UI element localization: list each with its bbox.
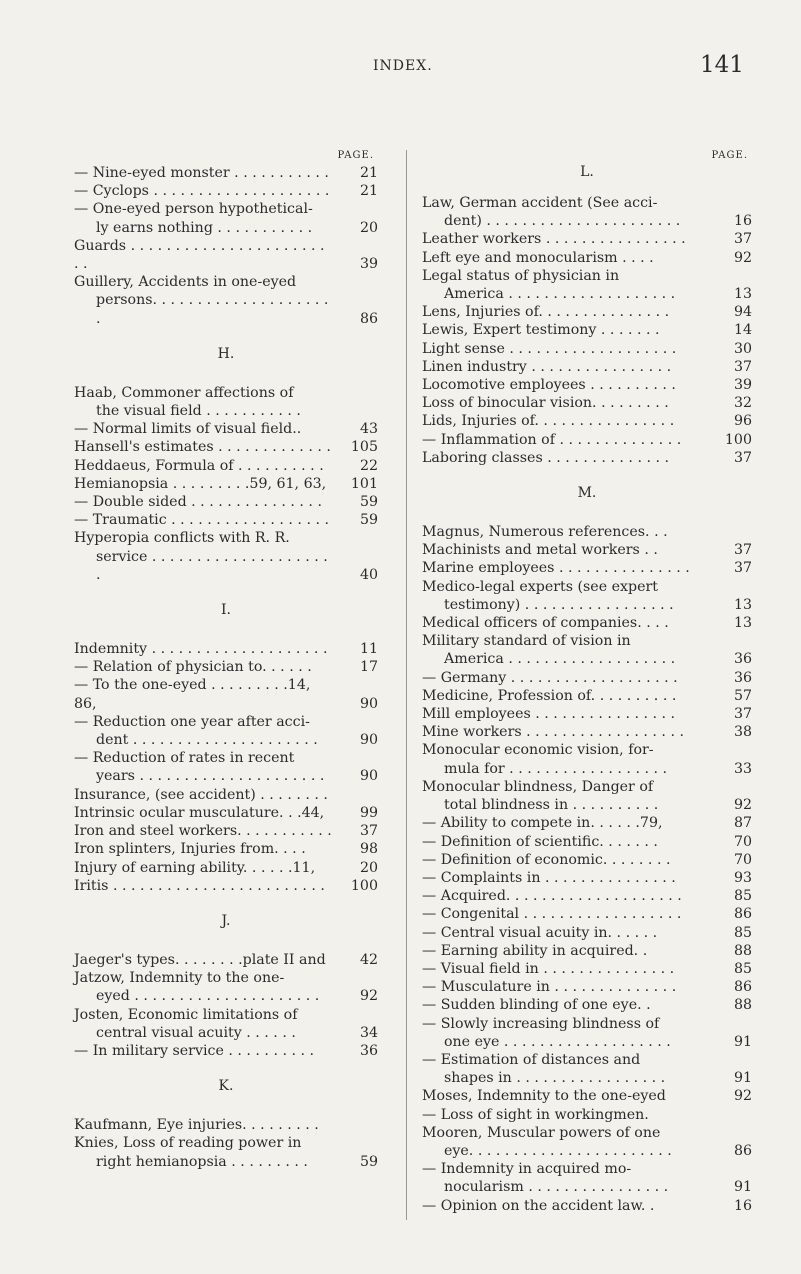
entry-page-ref: 100 [722, 431, 752, 449]
entry-text: Intrinsic ocular musculature. . .44, [74, 804, 325, 821]
entry-text: Lewis, Expert testimony . . . . . . . [422, 322, 660, 339]
index-entry [74, 804, 378, 822]
entry-text: Iron and steel workers. . . . . . . . . . . [74, 823, 332, 840]
entry-text: — In military service . . . . . . . . . . [74, 1042, 315, 1059]
entry-text: — Complaints in . . . . . . . . . . . . . . . [422, 869, 676, 886]
entry-text: — Nine-eyed monster . . . . . . . . . . . [74, 165, 329, 181]
column-divider [406, 150, 407, 1220]
entry-text: — Reduction one year after acci- [74, 713, 310, 730]
index-entry [74, 200, 378, 236]
entry-text: Machinists and metal workers . . [422, 542, 658, 559]
entry-page-ref: 94 [731, 303, 752, 321]
index-entry [422, 541, 752, 559]
entry-text: Mill employees . . . . . . . . . . . . . . . . [422, 706, 676, 723]
section-letter: K. [218, 1078, 234, 1095]
entry-text: nocularism . . . . . . . . . . . . . . . . [444, 1179, 669, 1196]
index-entry [422, 924, 752, 942]
entry-page-ref: 105 [348, 438, 378, 456]
page-column-label: PAGE. [337, 150, 374, 161]
index-entry [422, 869, 752, 887]
entry-page-ref: 14 [731, 321, 752, 339]
index-section [74, 584, 378, 895]
entry-text: dent . . . . . . . . . . . . . . . . . . . . . [96, 732, 318, 749]
index-entry [74, 1006, 378, 1042]
entry-page-ref: 33 [731, 760, 752, 778]
entry-text: Magnus, Numerous references. . . [422, 524, 668, 541]
entry-text: — Cyclops . . . . . . . . . . . . . . . . . . . . [74, 183, 330, 200]
entry-text: Medicine, Profession of. . . . . . . . . . [422, 687, 677, 704]
index-entry [422, 814, 752, 832]
entry-text: Josten, Economic limitations of [74, 1006, 298, 1023]
entry-text: one eye . . . . . . . . . . . . . . . . . . . [444, 1033, 671, 1050]
entry-text: total blindness in . . . . . . . . . . [444, 797, 659, 814]
entry-text: — Ability to compete in. . . . . .79, [422, 815, 663, 832]
index-entry [422, 1087, 752, 1105]
entry-page-ref: 91 [731, 1069, 752, 1087]
index-entry [74, 511, 378, 529]
entry-page-ref: 70 [731, 833, 752, 851]
index-entry [422, 687, 752, 705]
index-entry [74, 786, 378, 804]
entry-page-ref: 90 [357, 731, 378, 749]
entry-text: Monocular economic vision, for- [422, 742, 654, 759]
index-entry [422, 230, 752, 248]
entry-page-ref: 59 [357, 511, 378, 529]
entry-page-ref: 11 [357, 640, 378, 658]
index-entry [422, 358, 752, 376]
index-entry [422, 996, 752, 1014]
entry-page-ref: 100 [348, 877, 378, 895]
index-entry [422, 303, 752, 321]
entry-page-ref: 34 [357, 1024, 378, 1042]
entry-page-ref: 91 [731, 1033, 752, 1051]
index-entry [74, 658, 378, 676]
entry-text: Indemnity . . . . . . . . . . . . . . . . . . . . [74, 641, 328, 658]
entry-page-ref: 36 [357, 1042, 378, 1060]
entry-text: right hemianopsia . . . . . . . . . [96, 1153, 308, 1170]
entry-text: — Definition of economic. . . . . . . . [422, 851, 671, 868]
index-entry [74, 237, 378, 273]
entry-page-ref: 85 [731, 887, 752, 905]
index-entry [74, 1042, 378, 1060]
entry-page-ref: 43 [357, 420, 378, 438]
index-section [422, 467, 752, 1215]
entry-text: shapes in . . . . . . . . . . . . . . . . . [444, 1070, 666, 1087]
entry-text: years . . . . . . . . . . . . . . . . . . . . . [96, 768, 325, 785]
entry-page-ref: 37 [731, 705, 752, 723]
entry-text: the visual field . . . . . . . . . . . [96, 403, 301, 420]
index-entry [422, 632, 752, 668]
entry-page-ref: 39 [731, 376, 752, 394]
index-entry [422, 194, 752, 230]
index-entry [422, 887, 752, 905]
index-column-right [422, 150, 752, 1215]
index-entry [74, 384, 378, 420]
entry-text: eyed . . . . . . . . . . . . . . . . . . . . . [96, 988, 320, 1005]
entry-page-ref: 42 [357, 951, 378, 969]
entry-text: Hansell's estimates . . . . . . . . . . . . . [74, 439, 331, 456]
index-section [74, 328, 378, 584]
index-entry [422, 1197, 752, 1215]
entry-page-ref: 98 [357, 840, 378, 858]
entry-page-ref: 36 [731, 669, 752, 687]
entry-page-ref: 32 [731, 394, 752, 412]
index-entry [422, 978, 752, 996]
entry-page-ref: 59 [357, 493, 378, 511]
entry-text: America . . . . . . . . . . . . . . . . . . . [444, 286, 676, 303]
index-entry [422, 321, 752, 339]
index-entry [74, 951, 378, 969]
entry-text: Iritis . . . . . . . . . . . . . . . . . . . . . . . . [74, 877, 325, 894]
entry-page-ref: 38 [731, 723, 752, 741]
entry-text: — Relation of physician to. . . . . . [74, 659, 312, 676]
entry-text: — Acquired. . . . . . . . . . . . . . . . . . . . [422, 888, 682, 905]
index-entry [422, 1015, 752, 1051]
entry-text: persons. . . . . . . . . . . . . . . . . . . . . [96, 292, 329, 327]
entry-text: Jatzow, Indemnity to the one- [74, 970, 285, 987]
entry-text: — Indemnity in acquired mo- [422, 1161, 632, 1178]
entry-page-ref: 37 [357, 822, 378, 840]
index-entry [422, 851, 752, 869]
index-entry [422, 960, 752, 978]
entry-page-ref: 86 [357, 310, 378, 328]
page-header [0, 52, 801, 98]
section-letter: H. [217, 345, 235, 362]
index-entry [74, 420, 378, 438]
entry-text: eye. . . . . . . . . . . . . . . . . . . . . . . [444, 1142, 672, 1159]
entry-page-ref: 16 [731, 212, 752, 230]
entry-page-ref: 37 [731, 230, 752, 248]
entry-page-ref: 13 [731, 285, 752, 303]
index-entry [422, 394, 752, 412]
entry-text: Loss of binocular vision. . . . . . . . . [422, 395, 669, 412]
index-entry [422, 723, 752, 741]
entry-text: — One-eyed person hypothetical- [74, 201, 313, 218]
index-entry [74, 273, 378, 328]
index-entry [74, 182, 378, 200]
index-entry [422, 267, 752, 303]
index-entry [422, 705, 752, 723]
entry-text: — Sudden blinding of one eye. . [422, 997, 651, 1014]
entry-text: Legal status of physician in [422, 267, 620, 284]
index-entry [74, 822, 378, 840]
index-entry [422, 376, 752, 394]
index-entry [74, 749, 378, 785]
index-entry [422, 669, 752, 687]
entry-text: — Musculature in . . . . . . . . . . . . . . [422, 979, 677, 996]
entry-page-ref: 37 [731, 559, 752, 577]
entry-page-ref: 17 [357, 658, 378, 676]
index-entry [422, 778, 752, 814]
entry-page-ref: 85 [731, 924, 752, 942]
index-entry [422, 741, 752, 777]
section-letter: M. [577, 485, 597, 502]
index-entry [422, 578, 752, 614]
index-section [422, 164, 752, 467]
entry-text: Lens, Injuries of. . . . . . . . . . . . . . . [422, 304, 670, 321]
index-entry [422, 1051, 752, 1087]
index-entry [422, 614, 752, 632]
entry-text: Military standard of vision in [422, 633, 631, 650]
entry-text: Heddaeus, Formula of . . . . . . . . . . [74, 457, 324, 474]
entry-page-ref: 86 [731, 905, 752, 923]
entry-text: ly earns nothing . . . . . . . . . . . [96, 219, 313, 236]
entry-page-ref: 88 [731, 996, 752, 1014]
entry-text: Knies, Loss of reading power in [74, 1135, 302, 1152]
entry-text: Lids, Injuries of. . . . . . . . . . . . . . . . [422, 413, 675, 430]
section-letter: I. [221, 602, 231, 619]
entry-text: — Slowly increasing blindness of [422, 1015, 660, 1032]
entry-text: — Double sided . . . . . . . . . . . . . . . [74, 494, 322, 511]
entry-text: Light sense . . . . . . . . . . . . . . . . . . . [422, 340, 677, 357]
entry-page-ref: 85 [731, 960, 752, 978]
entry-page-ref: 86 [731, 1142, 752, 1160]
entry-page-ref: 39 [357, 255, 378, 273]
entry-text: — Definition of scientific. . . . . . . [422, 833, 658, 850]
index-entry [422, 412, 752, 430]
entry-text: Hemianopsia . . . . . . . . .59, 61, 63, [74, 475, 327, 492]
index-entry [74, 1134, 378, 1170]
entry-page-ref: 96 [731, 412, 752, 430]
entry-page-ref: 86 [731, 978, 752, 996]
index-entry [74, 713, 378, 749]
entry-page-ref: 16 [731, 1197, 752, 1215]
entry-text: Locomotive employees . . . . . . . . . . [422, 377, 676, 394]
index-entry [74, 493, 378, 511]
index-entry [74, 438, 378, 456]
entry-page-ref: 21 [357, 182, 378, 200]
index-entry [422, 340, 752, 358]
entry-text: Left eye and monocularism . . . . [422, 249, 654, 266]
entry-text: — Visual field in . . . . . . . . . . . . . . . [422, 960, 675, 977]
index-entry [422, 523, 752, 541]
entry-page-ref: 37 [731, 358, 752, 376]
entry-page-ref: 92 [731, 1087, 752, 1105]
index-entry [422, 1106, 752, 1124]
entry-text: Mine workers . . . . . . . . . . . . . . . . . . [422, 724, 684, 741]
index-entry [74, 969, 378, 1005]
index-section [74, 895, 378, 1060]
entry-text: mula for . . . . . . . . . . . . . . . . . . [444, 760, 668, 777]
entry-text: — Opinion on the accident law. . [422, 1197, 655, 1214]
entry-text: Medical officers of companies. . . . [422, 615, 669, 632]
index-entry [74, 164, 378, 182]
page-number: 141 [700, 52, 744, 78]
index-entry [74, 859, 378, 877]
index-entry [422, 249, 752, 267]
entry-page-ref: 20 [357, 859, 378, 877]
index-entry [422, 559, 752, 577]
entry-page-ref: 91 [731, 1178, 752, 1196]
entry-page-ref: 36 [731, 650, 752, 668]
entry-page-ref: 13 [731, 614, 752, 632]
index-entry [422, 449, 752, 467]
entry-page-ref: 92 [731, 796, 752, 814]
index-entry [422, 1160, 752, 1196]
entry-text: Mooren, Muscular powers of one [422, 1124, 661, 1141]
entry-page-ref: 99 [357, 804, 378, 822]
index-entry [74, 840, 378, 858]
index-column-left [74, 150, 378, 1171]
index-entry [74, 877, 378, 895]
entry-page-ref: 40 [357, 566, 378, 584]
entry-text: testimony) . . . . . . . . . . . . . . . . . [444, 596, 674, 613]
entry-text: — Congenital . . . . . . . . . . . . . . . . . . [422, 906, 682, 923]
entry-page-ref: 30 [731, 340, 752, 358]
entry-text: — Inflammation of . . . . . . . . . . . . . . [422, 431, 682, 448]
entry-page-ref: 20 [357, 219, 378, 237]
entry-text: — Estimation of distances and [422, 1051, 641, 1068]
index-entry [422, 1124, 752, 1160]
entry-page-ref: 87 [731, 814, 752, 832]
entry-text: Iron splinters, Injuries from. . . . [74, 841, 306, 858]
entry-text: Leather workers . . . . . . . . . . . . . . . . [422, 231, 686, 248]
entry-text: Injury of earning ability. . . . . .11, [74, 859, 316, 876]
entry-page-ref: 88 [731, 942, 752, 960]
entry-text: Guillery, Accidents in one-eyed [74, 274, 297, 291]
entry-text: — Germany . . . . . . . . . . . . . . . . . . . [422, 669, 678, 686]
index-entry [74, 457, 378, 475]
entry-page-ref: 70 [731, 851, 752, 869]
index-entry [422, 942, 752, 960]
entry-text: Jaeger's types. . . . . . . .plate II and [74, 951, 326, 968]
entry-text: Hyperopia conflicts with R. R. [74, 530, 290, 547]
index-entry [74, 676, 378, 712]
entry-text: Medico-legal experts (see expert [422, 578, 658, 595]
entry-text: — Traumatic . . . . . . . . . . . . . . . . . . [74, 512, 329, 529]
entry-page-ref: 92 [731, 249, 752, 267]
index-entry [74, 1116, 378, 1134]
index-section [74, 164, 378, 328]
index-entry [74, 640, 378, 658]
entry-page-ref: 57 [731, 687, 752, 705]
entry-text: — Loss of sight in workingmen. [422, 1106, 649, 1123]
index-entry [74, 529, 378, 584]
index-entry [422, 431, 752, 449]
entry-page-ref: 92 [357, 987, 378, 1005]
entry-text: Guards . . . . . . . . . . . . . . . . . . . . . . . . [74, 237, 325, 273]
entry-text: — Earning ability in acquired. . [422, 942, 648, 959]
index-section [74, 1060, 378, 1171]
index-entry [422, 833, 752, 851]
index-entry [74, 475, 378, 493]
entry-text: central visual acuity . . . . . . [96, 1024, 296, 1041]
entry-page-ref: 93 [731, 869, 752, 887]
entry-page-ref: 22 [357, 457, 378, 475]
entry-text: Monocular blindness, Danger of [422, 778, 654, 795]
entry-text: dent) . . . . . . . . . . . . . . . . . . . . . . [444, 213, 681, 230]
entry-page-ref: 59 [357, 1153, 378, 1171]
index-entry [422, 905, 752, 923]
entry-text: Moses, Indemnity to the one-eyed [422, 1088, 666, 1105]
entry-text: America . . . . . . . . . . . . . . . . . . . [444, 651, 676, 668]
entry-text: — Central visual acuity in. . . . . . [422, 924, 658, 941]
entry-text: Insurance, (see accident) . . . . . . . . [74, 786, 328, 803]
entry-text: Haab, Commoner affections of [74, 384, 294, 401]
running-title: INDEX. [373, 58, 433, 74]
entry-page-ref: 101 [348, 475, 378, 493]
entry-text: — Reduction of rates in recent [74, 750, 295, 767]
entry-page-ref: 13 [731, 596, 752, 614]
entry-text: — Normal limits of visual field.. [74, 421, 302, 438]
entry-text: Linen industry . . . . . . . . . . . . . . . . [422, 358, 672, 375]
section-letter: J. [221, 912, 231, 929]
entry-page-ref: 90 [357, 695, 378, 713]
entry-text: service . . . . . . . . . . . . . . . . . . . . . [96, 548, 328, 583]
section-letter: L. [580, 164, 594, 180]
page-column-label: PAGE. [711, 150, 748, 161]
entry-page-ref: 37 [731, 449, 752, 467]
entry-text: Law, German accident (See acci- [422, 195, 658, 211]
entry-text: — To the one-eyed . . . . . . . . .14, 86, [74, 677, 311, 712]
entry-page-ref: 21 [357, 164, 378, 182]
entry-page-ref: 90 [357, 767, 378, 785]
entry-text: Laboring classes . . . . . . . . . . . . . . [422, 449, 670, 466]
entry-text: Marine employees . . . . . . . . . . . . . . . [422, 560, 690, 577]
entry-page-ref: 37 [731, 541, 752, 559]
entry-text: Kaufmann, Eye injuries. . . . . . . . . [74, 1117, 319, 1134]
